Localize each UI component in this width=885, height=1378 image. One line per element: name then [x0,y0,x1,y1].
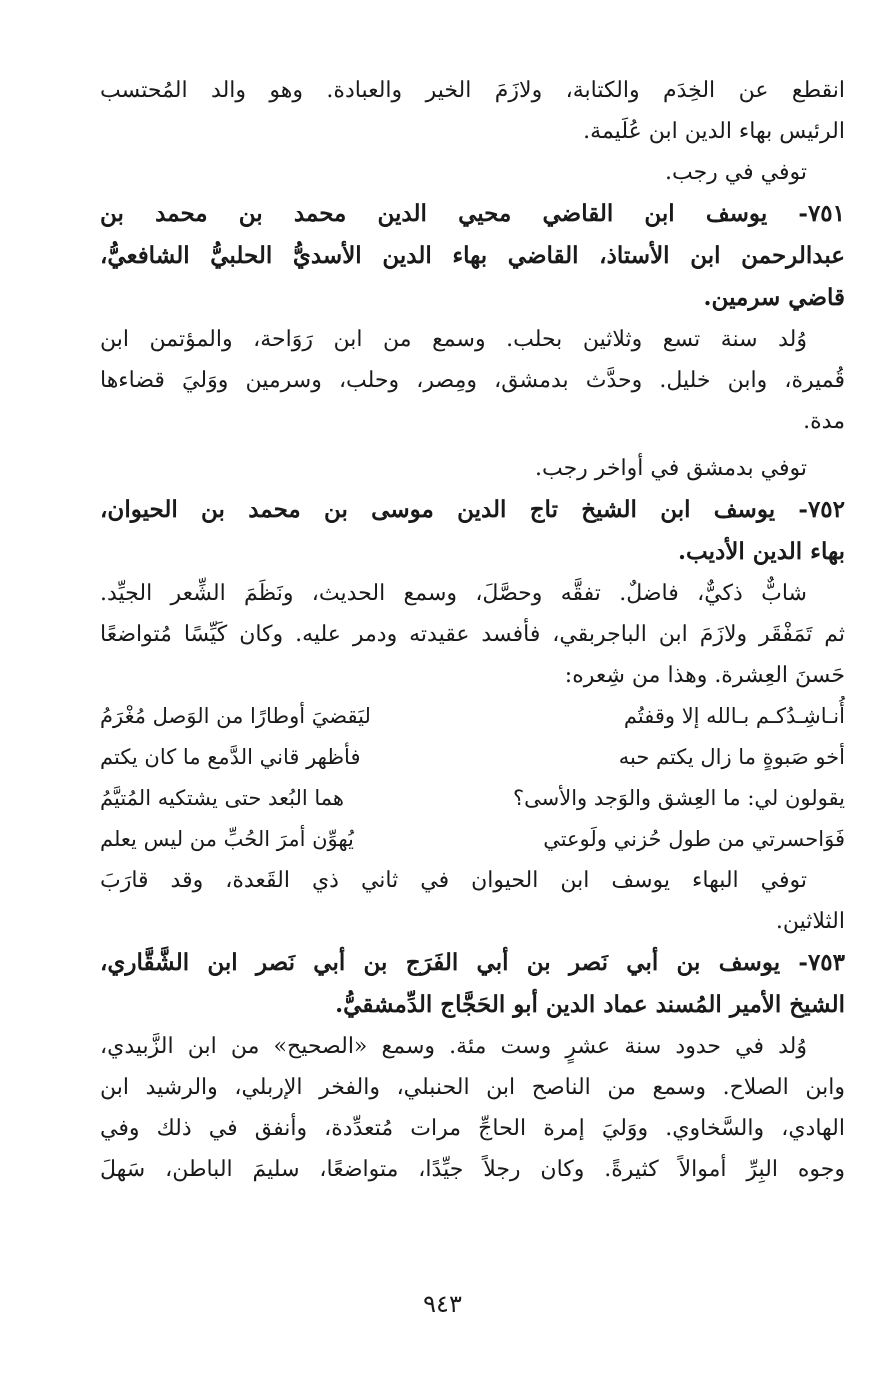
entry-heading: عبدالرحمن ابن الأستاذ، القاضي بهاء الدين الأسديُّ الحلبيُّ الشافعيُّ، [100,242,845,269]
text-line: وابن الصلاح. وسمع من الناصح ابن الحنبلي، والفخر الإربلي، والرشيد ابن [100,1075,845,1100]
text-line: الثلاثين. [775,909,845,934]
text-line: توفي في رجب. [664,160,807,185]
text-line: قُميرة، وابن خليل. وحدَّث بدمشق، ومِصر، وحلب، وسرمين ووَليَ قضاءها [100,368,845,393]
text-line: وجوه البِرِّ أموالاً كثيرةً. وكان رجلاً جيِّدًا، متواضعًا، سليمَ الباطن، سَهلَ [100,1157,845,1182]
text-line: مدة. [803,409,845,434]
verse-first-half: يقولون لي: ما العِشق والوَجد والأسى؟ [512,786,845,810]
verse-second-half: ليَقضيَ أوطارًا من الوَصل مُغْرَمُ [100,704,371,728]
verse-second-half: هما البُعد حتى يشتكيه المُتيَّمُ [100,786,344,810]
text-line: وُلد سنة تسع وثلاثين بحلب. وسمع من ابن رَوَاحة، والمؤتمن ابن [100,327,807,352]
entry-heading: ٧٥٣- يوسف بن أبي نَصر بن أبي الفَرَج بن أبي نَصر ابن الشَّقَّاري، [100,949,845,976]
verse-first-half: أخو صَبوةٍ ما زال يكتم حبه [618,745,845,769]
page-body [100,70,845,1190]
poem-verse [100,819,845,860]
entry-heading: الشيخ الأمير المُسند عماد الدين أبو الحَجَّاج الدِّمشقيُّ. [335,991,845,1018]
text-line: ثم تَمَفْقَر ولازَمَ ابن الباجربقي، فأفسد عقيدته ودمر عليه. وكان كَيِّسًا مُتواضعًا [100,622,845,647]
page-number: ٩٤٣ [423,1290,462,1318]
poem-verse [100,778,845,819]
text-line: وُلد في حدود سنة عشرٍ وست مئة. وسمع «الصحيح» من ابن الزَّبيدي، [100,1034,807,1059]
entry-heading: ٧٥١- يوسف ابن القاضي محيي الدين محمد بن محمد بن [100,200,845,227]
text-line: انقطع عن الخِدَم والكتابة، ولازَمَ الخير والعبادة. وهو والد المُحتسب [100,78,845,103]
text-line: توفي بدمشق في أواخر رجب. [534,456,807,481]
entry-heading: بهاء الدين الأديب. [678,538,845,565]
verse-first-half: أُنـاشِـدُكـم بـالله إلا وقفتُم [623,704,845,728]
text-line: شابٌّ ذكيٌّ، فاضلٌ. تفقَّه وحصَّلَ، وسمع الحديث، ونَظَمَ الشِّعر الجيِّد. [100,581,807,606]
verse-second-half: فأظهر قاني الدَّمع ما كان يكتم [100,745,361,769]
entry-heading: قاضي سرمين. [703,284,845,311]
verse-first-half: فَوَاحسرتي من طول حُزني ولَوعتي [543,827,845,851]
verse-second-half: يُهوِّن أمرَ الحُبِّ من ليس يعلم [100,827,354,851]
text-line: الرئيس بهاء الدين ابن عُلَيمة. [583,119,845,144]
poem-verse [100,737,845,778]
entry-heading: ٧٥٢- يوسف ابن الشيخ تاج الدين موسى بن محمد بن الحيوان، [100,496,845,523]
text-line: حَسنَ العِشرة. وهذا من شِعره: [564,663,845,688]
poem-verse [100,696,845,737]
text-line: توفي البهاء يوسف ابن الحيوان في ثاني ذي القَعدة، وقد قارَبَ [100,868,807,893]
text-line: الهادي، والسَّخاوي. ووَليَ إمرة الحاجِّ مرات مُتعدِّدة، وأنفق في ذلك وفي [100,1116,845,1141]
